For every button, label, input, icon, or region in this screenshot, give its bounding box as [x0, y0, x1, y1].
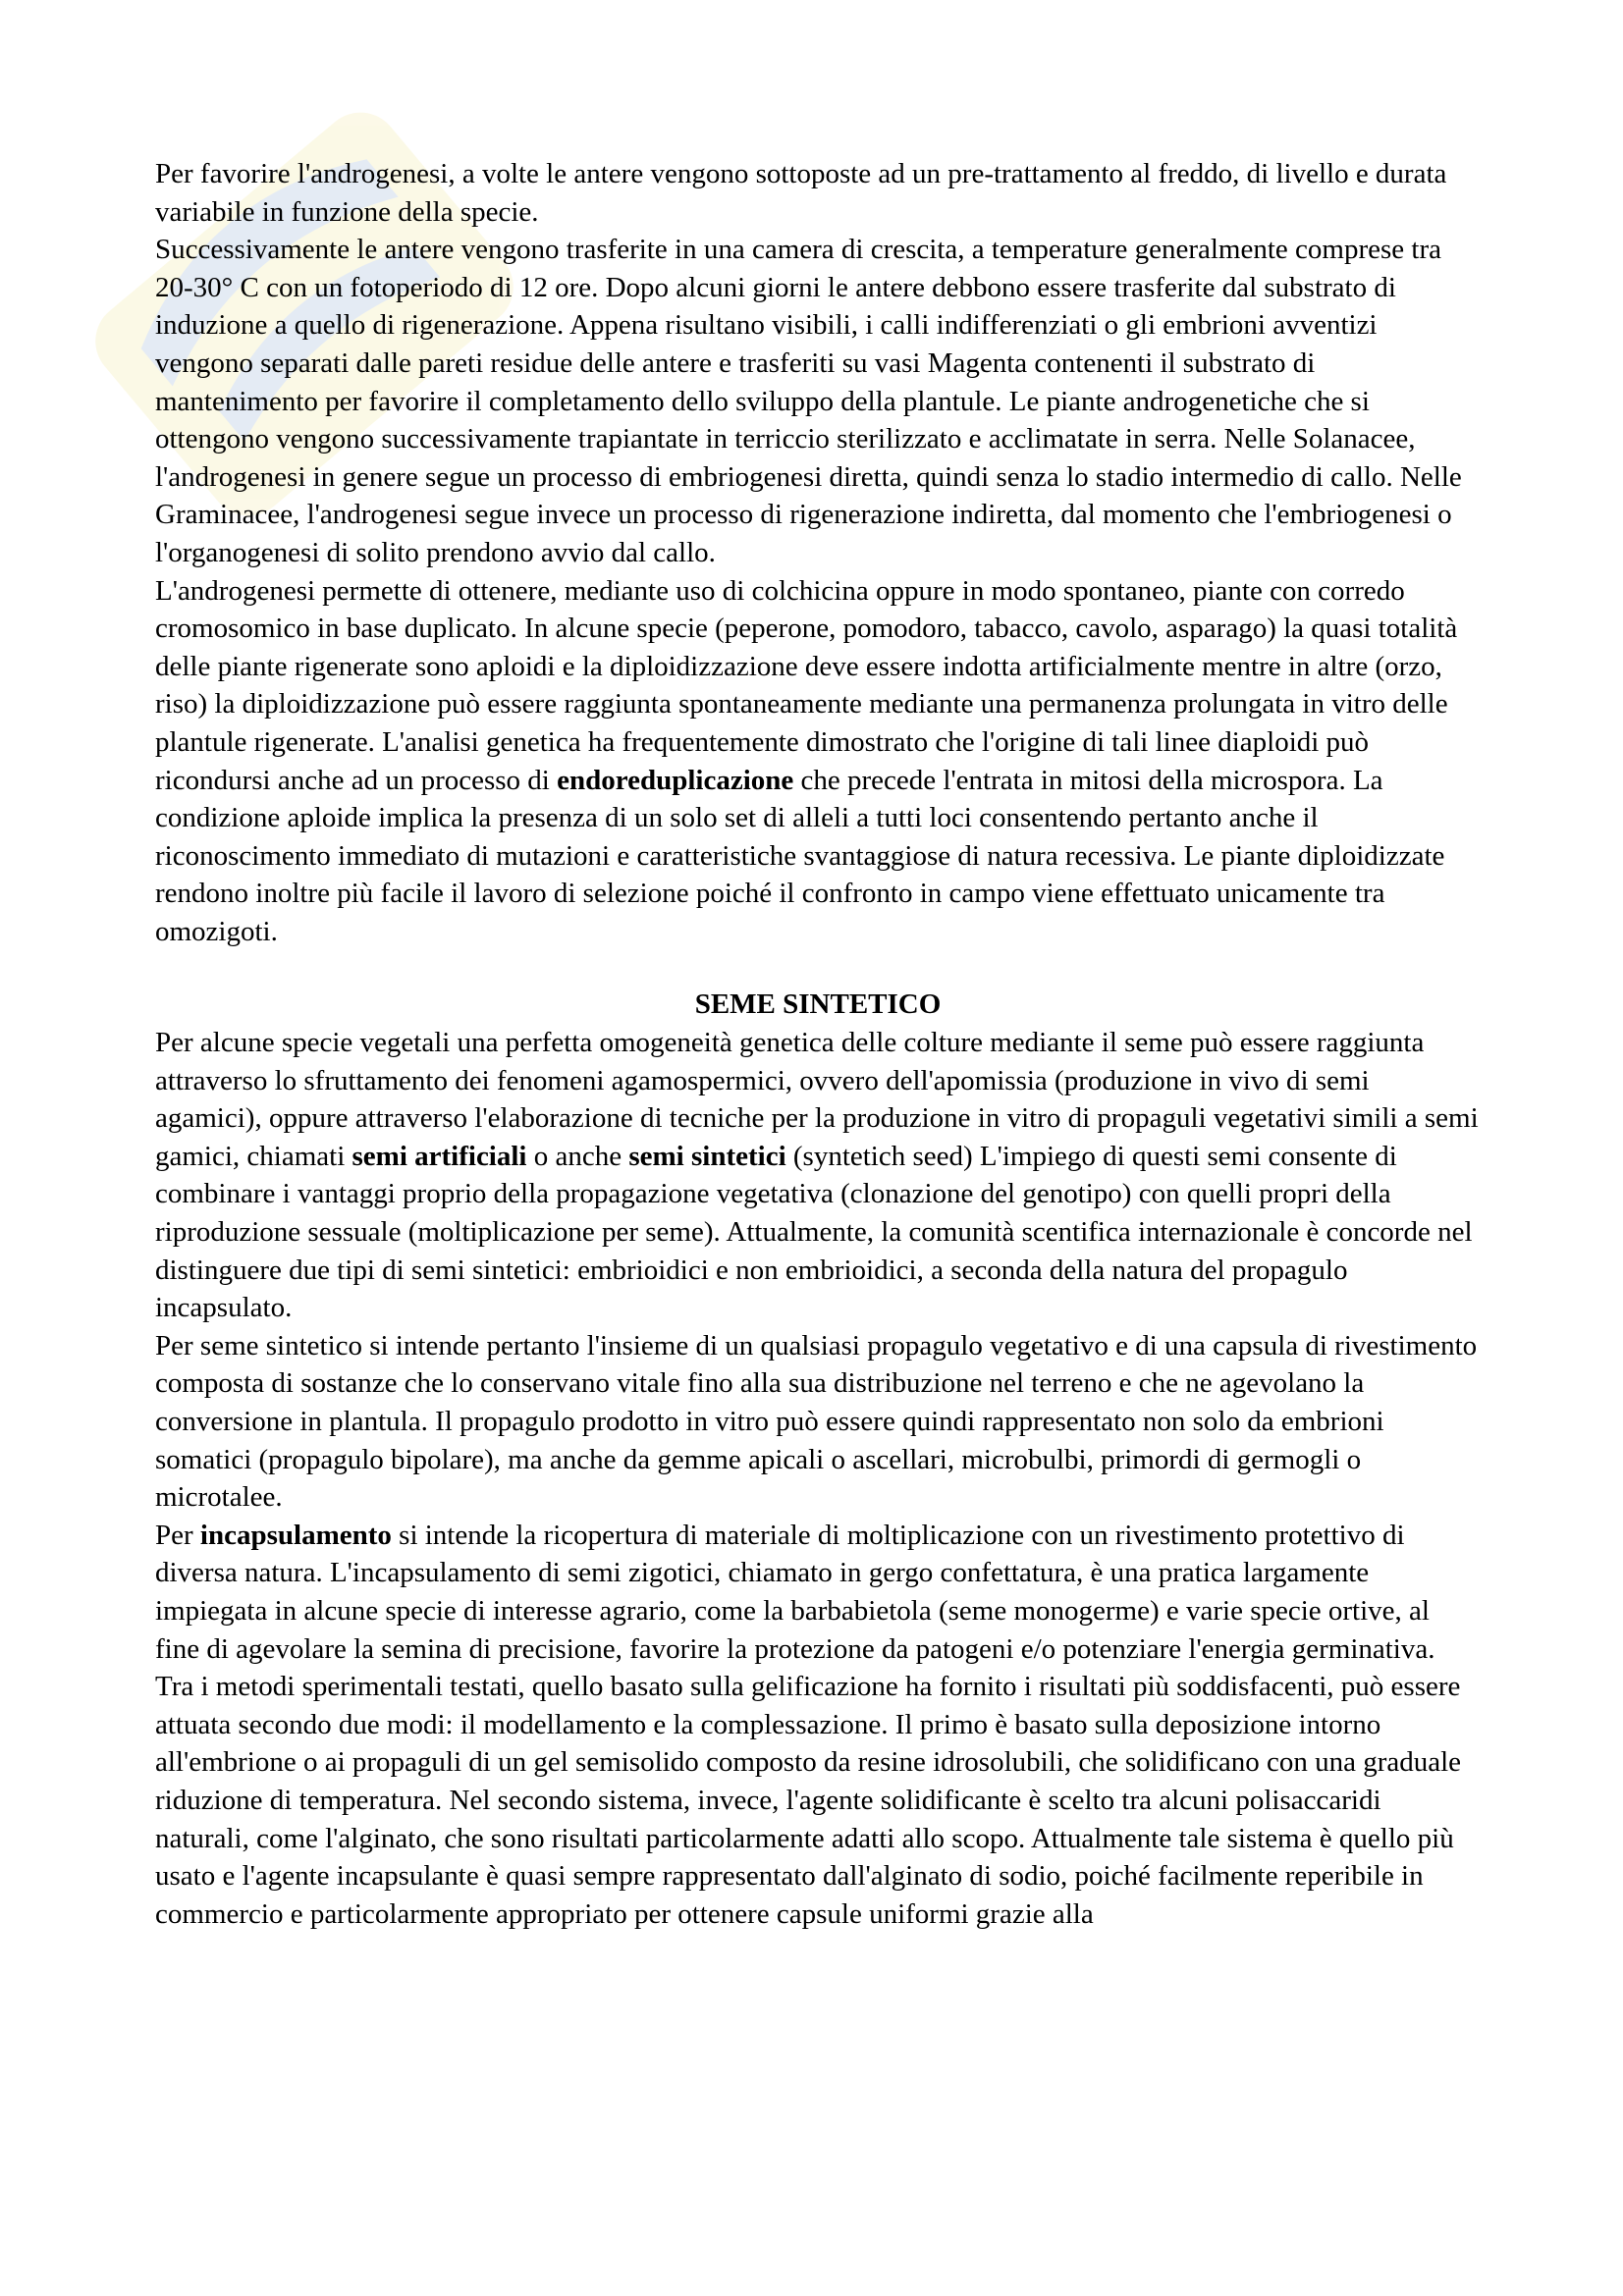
paragraph-text: che precede l'entrata in mitosi della microspora. La condizione aploide implica la presenza di un solo set di alleli a tutti loci consentendo pertanto anche il riconoscimento immediato di mutazioni e caratteristiche svantaggiose di natura recessiva. Le piante diploidizzate rendono inoltre più facile il lavoro di selezione poiché il confronto in campo viene effettuato unicamente tra omozigoti.: [155, 764, 1445, 947]
paragraph: [155, 1024, 1481, 1327]
paragraph: [155, 231, 1481, 571]
paragraph-text: Per alcune specie vegetali una perfetta omogeneità genetica delle colture mediante il seme può essere raggiunta attraverso lo sfruttamento dei fenomeni agamospermici, ovvero dell'apomissia (produzione in vivo di semi agamici), oppure attraverso l'elaborazione di tecniche per la produzione in vitro di propaguli vegetativi simili a semi gamici, chiamati: [155, 1027, 1479, 1172]
paragraph-text: si intende la ricopertura di materiale di moltiplicazione con un rivestimento protettivo di diversa natura. L'incapsulamento di semi zigotici, chiamato in gergo confettatura, è una pratica largamente impiegata in alcune specie di interesse agrario, come la barbabietola (seme monogerme) e varie specie ortive, al fine di agevolare la semina di precisione, favorire la protezione da patogeni e/o potenziare l'energia germinativa.: [155, 1519, 1435, 1665]
paragraph-text: L'androgenesi permette di ottenere, mediante uso di colchicina oppure in modo spontaneo, piante con corredo cromosomico in base duplicato. In alcune specie (peperone, pomodoro, tabacco, cavolo, asparago) la quasi totalità delle piante rigenerate sono aploidi e la diploidizzazione deve essere indotta artificialmente mentre in altre (orzo, riso) la diploidizzazione può essere raggiunta spontaneamente mediante una permanenza prolungata in vitro delle plantule rigenerate. L'analisi genetica ha frequentemente dimostrato che l'origine di tali linee diaploidi può ricondursi anche ad un processo di: [155, 574, 1458, 796]
section-title: SEME SINTETICO: [694, 988, 942, 1021]
bold-term: semi artificiali: [352, 1140, 527, 1172]
paragraph: [155, 1517, 1481, 1668]
paragraph-text: Per favorire l'androgenesi, a volte le antere vengono sottoposte ad un pre-trattamento al freddo, di livello e durata variabile in funzione della specie.: [155, 158, 1447, 228]
paragraph-text: (syntetich seed) L'impiego di questi semi consente di combinare i vantaggi proprio della propagazione vegetativa (clonazione del genotipo) con quelli propri della riproduzione sessuale (moltiplicazione per seme). Attualmente, la comunità scentifica internazionale è concorde nel distinguere due tipi di semi sintetici: embrioidici e non embrioidici, a seconda della natura del propagulo incapsulato.: [155, 1140, 1473, 1324]
bold-term: incapsulamento: [199, 1519, 392, 1551]
paragraph-text: Tra i metodi sperimentali testati, quello basato sulla gelificazione ha fornito i risultati più soddisfacenti, può essere attuata secondo due modi: il modellamento e la complessazione. Il primo è basato sulla deposizione intorno all'embrione o ai propaguli di un gel semisolido composto da resine idrosolubili, che solidificano con una graduale riduzione di temperatura. Nel secondo sistema, invece, l'agente solidificante è scelto tra alcuni polisaccaridi naturali, come l'alginato, che sono risultati particolarmente adatti allo scopo. Attualmente tale sistema è quello più usato e l'agente incapsulante è quasi sempre rappresentato dall'alginato di sodio, poiché facilmente reperibile in commercio e particolarmente appropriato per ottenere capsule uniformi grazie alla: [155, 1671, 1462, 1930]
paragraph: [155, 572, 1481, 951]
synthetic-seed-section: [155, 1024, 1481, 1933]
bold-term: endoreduplicazione: [557, 764, 794, 796]
bold-term: semi sintetici: [628, 1140, 786, 1172]
androgenesis-section: [155, 155, 1481, 950]
paragraph-text: Per: [155, 1519, 200, 1551]
paragraph-text: o anche: [526, 1140, 629, 1172]
paragraph-text: Successivamente le antere vengono trasferite in una camera di crescita, a temperature generalmente comprese tra 20-30° C con un fotoperiodo di 12 ore. Dopo alcuni giorni le antere debbono essere trasferite dal substrato di induzione a quello di rigenerazione. Appena risultano visibili, i calli indifferenziati o gli embrioni avventizi vengono separati dalle pareti residue delle antere e trasferiti su vasi Magenta contenenti il substrato di mantenimento per favorire il completamento dello sviluppo della plantule. Le piante androgenetiche che si ottengono vengono successivamente trapiantate in terriccio sterilizzato e acclimatate in serra. Nelle Solanacee, l'androgenesi in genere segue un processo di embriogenesi diretta, quindi senza lo stadio intermedio di callo. Nelle Graminacee, l'androgenesi segue invece un processo di rigenerazione indiretta, dal momento che l'embriogenesi o l'organogenesi di solito prendono avvio dal callo.: [155, 234, 1462, 568]
document-page: [155, 155, 1481, 1933]
paragraph-text: Per seme sintetico si intende pertanto l'insieme di un qualsiasi propagulo vegetativo e di una capsula di rivestimento composta di sostanze che lo conservano vitale fino alla sua distribuzione nel terreno e che ne agevolano la conversione in plantula. Il propagulo prodotto in vitro può essere quindi rappresentato non solo da embrioni somatici (propagulo bipolare), ma anche da gemme apicali o ascellari, microbulbi, primordi di germogli o microtalee.: [155, 1329, 1478, 1514]
paragraph: [155, 1327, 1481, 1517]
paragraph: [155, 155, 1481, 231]
paragraph: [155, 1668, 1481, 1933]
